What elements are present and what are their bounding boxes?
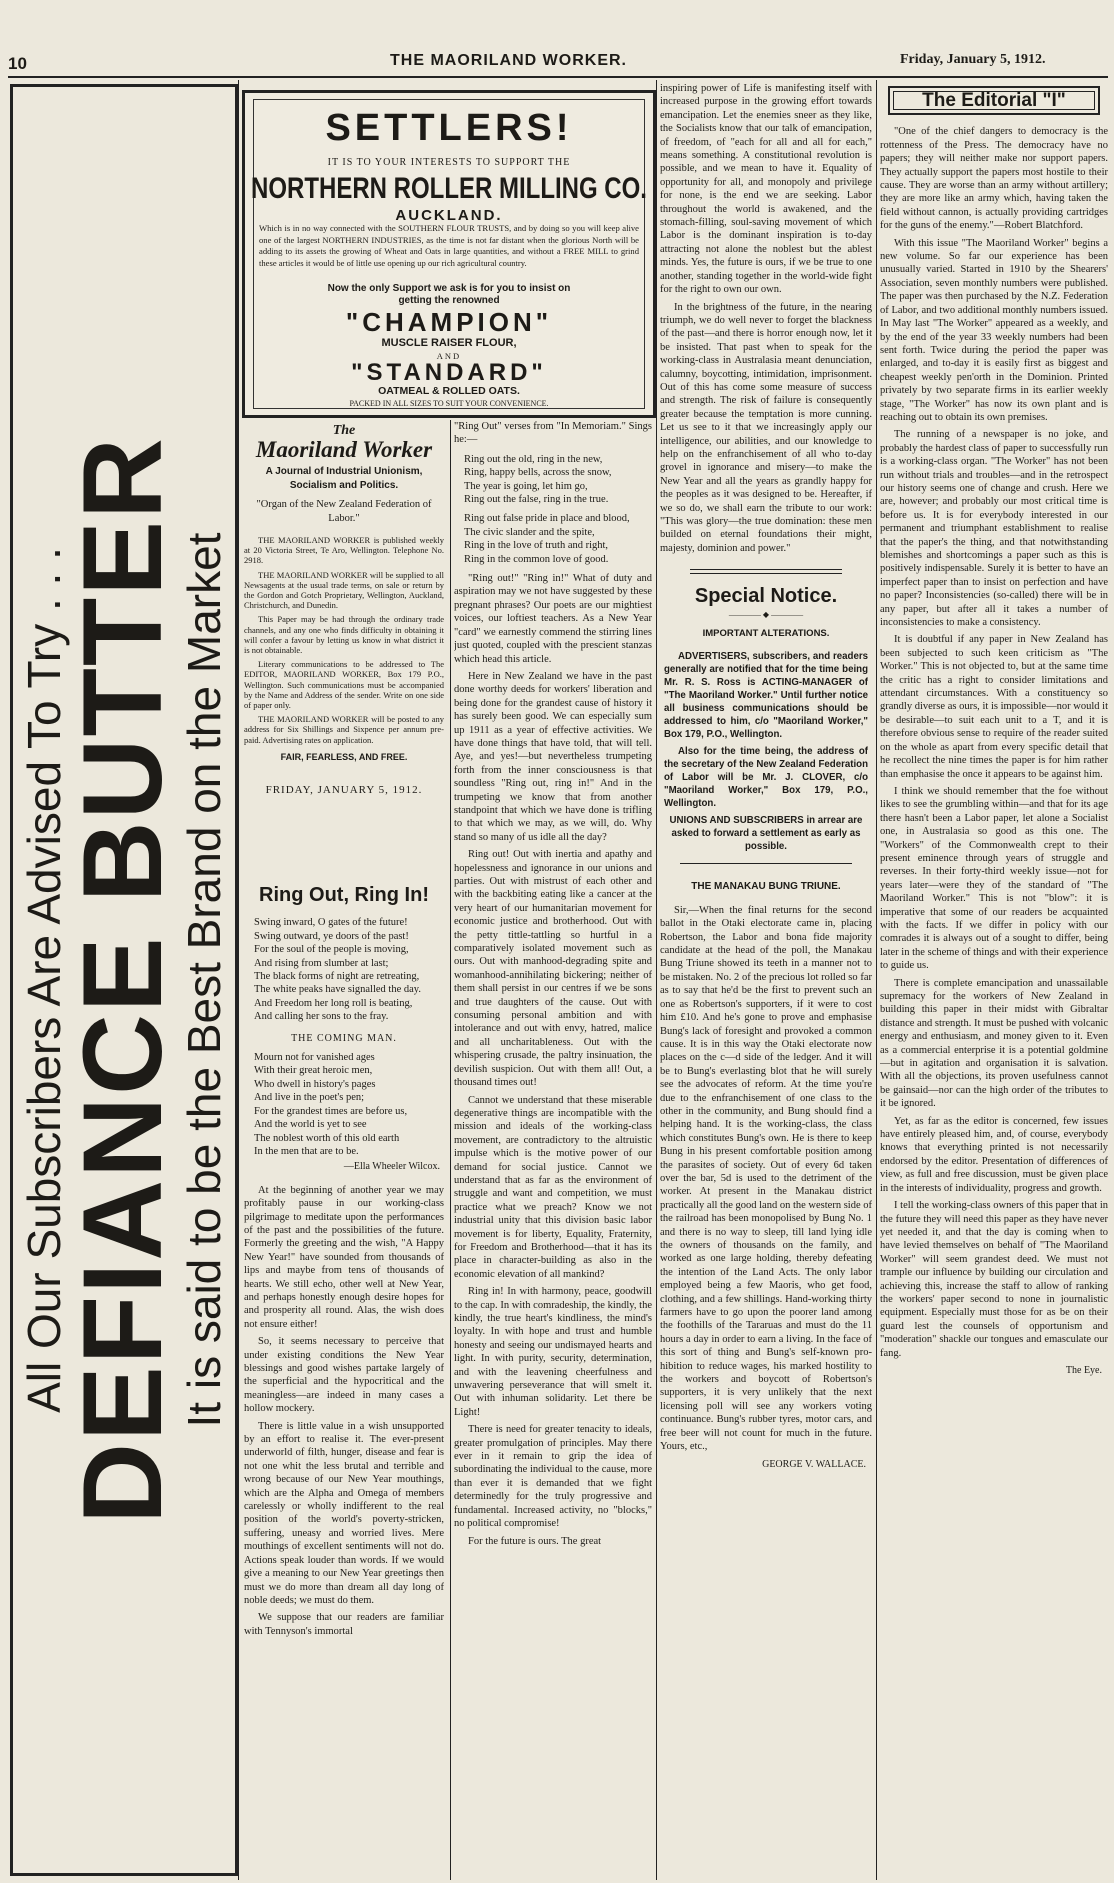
verse-line: In the men that are to be. [254, 1145, 359, 1157]
masthead-para-1: THE MAORILAND WORKER is published weekly at 20 Victoria Street, Te Aro, Wellington. Telephone No. 2918. [244, 535, 444, 566]
masthead-para-3: This Paper may be had through the ordinary trade channels, and any one who finds difficulty in obtaining it will confer a favour by letting us know in what district it is not obtainable. [244, 614, 444, 656]
manakau-signoff: GEORGE V. WALLACE. [762, 1458, 866, 1470]
column-rule-1 [238, 80, 239, 1880]
defiance-butter-ad [10, 84, 238, 1876]
editorial-para-5: I think we should remember that the foe without likes to see the grumbling within—and that for its age there hasn't been a Labor paper, let alone a Socialist one, in Australasia so good as this one. The "Workers" of the Commonwealth crept to their present eminence through years of struggle and reverses. In their forty-third weekly issue—not for years later—were they of the standard of "The Maoriland Worker." This is not "blow": it is imperative that some of our readers be acquainted with the facts. If we differ in policy with our comrades it is always out of a sought to differ, being later in the scheme of things and with their experience to guide us. [880, 785, 1108, 972]
ad-brand-defiance-butter: DEFIANCE BUTTER [60, 436, 185, 1524]
mid-para-7: For the future is ours. The great [468, 1535, 602, 1547]
mid-para-0: "Ring Out" verses from "In Memoriam." Sings he:— [454, 421, 652, 446]
settlers-standard: "STANDARD" [351, 359, 547, 386]
mid-verse-2 [454, 512, 652, 566]
settlers-champion: "CHAMPION" [345, 307, 553, 337]
page-number: 10 [8, 54, 27, 73]
settlers-oatmeal: OATMEAL & ROLLED OATS. [378, 385, 520, 397]
masthead-dateline: FRIDAY, JANUARY 5, 1912. [265, 784, 423, 797]
editorial-quote: "One of the chief dangers to democracy is the rottenness of the Press. The democracy have no papers; they will neither make nor support papers. They actually support the papers most hostile to their cause. They are worse than an army without artillery; they are more like an army which, having taken the field without cannon, is actually providing cartridges for the guns of the enemy."—Robert Blatchford. [880, 126, 1108, 232]
masthead-the: The [332, 423, 356, 438]
mid-para-4: Cannot we understand that these miserable degenerative things are incompatible with the mission and ideals of the working-class movement, are contradictory to the altruistic impulse which is the motive power of our demand for social justice. Cannot we understand that as far as the environment of struggle and want and competition, we must practice what we preach? Know we not industrial unity that this division basic labor movement is for liberty, Equality, Fraternity, for Freedom and Brotherhood—that it has its place in character-building as also in the economic elevation of all mankind? [454, 1094, 652, 1280]
mid-verse-1 [454, 453, 652, 507]
editorial-para-7: Yet, as far as the editor is concerned, few issues have entirely pleased him, and, of course, everybody knows that everything printed is not necessarily endorsed by the editor. Presentation of differences of view, as full and free discussion, must be given place in the interests of individuality, progress and growth. [880, 1115, 1108, 1194]
special-notice-title: Special Notice. [694, 585, 838, 608]
masthead-para-2: THE MAORILAND WORKER will be supplied to all Newsagents at the usual trade terms, on sale or return by the Gordon and Gotch Proprietary, Wellington, Auckland, Christchurch, and Dunedin. [244, 569, 444, 611]
masthead-subtitle-2: Socialism and Politics. [289, 479, 399, 491]
masthead-motto: FAIR, FEARLESS, AND FREE. [280, 751, 408, 762]
masthead-block [244, 420, 444, 880]
editorial-para-2: With this issue "The Maoriland Worker" begins a new volume. So far our experience has been unusually varied. Started in 1910 by the Shearers' Association, seven monthly numbers were published. The paper was then purchased by the N.Z. Federation of Labor, and two additional monthly numbers issued. In May last "The Worker" appeared as a weekly, and by the end of the year 33 weekly numbers had been sent forth. Twice during the period the paper was enlarged, and to-day it is easily first as biggest and cheapest weekly pen'orth in the Dominion. Printed privately by two separate firms in its earlier weekly stage, "The Worker" has now its own plant and is reaching out to obtain its own premises. [880, 237, 1108, 423]
verse-line: Swing outward, ye doors of the past! [254, 930, 409, 942]
editorial-para-4: It is doubtful if any paper in New Zealand has been subjected to such keen criticism as "The Worker." This is not objected to, but at the same time the critic has a right to consider limitations and attendant circumstances. With a constituency so grandly diverse as ours, it is impossible—nor would it be desirable—to suit each unit to a T, and it is therefore obvious sense to require of the reader suited on the whole as apart from every specific detail that he recollect the nine times the paper is for him rather than emphasise the once it appears to be against him. [880, 634, 1108, 780]
verse-line: Ring in the common love of good. [464, 553, 609, 565]
verse-line: The year is going, let him go, [464, 480, 588, 492]
editorial-signoff: The Eye. [1065, 1364, 1102, 1376]
settlers-muscle-raiser: MUSCLE RAISER FLOUR, [381, 337, 517, 349]
col3-para-2: In the brightness of the future, in the nearing triumph, we do well never to forget the blackness of the past—and there is horror enough now, let it be insisted. That past when to speak for the working-class in Australasia meant denunciation, calumny, boycotting, intimidation, imprisonment. Out of this has come some measure of success and strength. The risk of failure is consequently greater because the temptation is more cunning. Let us see to it that we increasingly apply our intelligence, our abilities, and our knowledge to help on the enfranchisement of all who to-day grovel in ignorance and misery—to make the New Year and all the years as grandly happy for the peoples as it was designed to be. Hereafter, if we so do, we shall earn the tribute to our work: "This was glory—the true domination: these men builded on eternal foundations their might, majesty, dominion and power." [660, 301, 872, 554]
verse-line: Mourn not for vanished ages [254, 1052, 375, 1064]
ring-out-para-2: So, it seems necessary to perceive that under existing conditions the New Year blessings and good wishes partake largely of the superficial and the hypocritical and the meaningless—are indeed in many cases a hollow mockery. [244, 1336, 444, 1415]
verse-line: For the soul of the people is moving, [254, 944, 409, 956]
masthead-para-4: Literary communications to be addressed to The EDITOR, MAORILAND WORKER, Box 179 P.O., Wellington. Such communications must be accompanied by the Name and Address of the sender. Write on one side of paper only. [244, 659, 444, 711]
ring-out-author: —Ella Wheeler Wilcox. [343, 1161, 440, 1173]
verse-line: Ring out the old, ring in the new, [464, 453, 603, 465]
ring-out-para-1: At the beginning of another year we may profitably pause in our working-class pilgrimage to meditate upon the performances of the past and the possibilities of the future. Formerly the greeting and the wish, "A Happy New Year!" have sounded from thousands of lips and maybe from tens of thousands of hearts. We still echo, other well at New Year, and perhaps honestly enough desire hopes for and prosperity all round. Alas, the wish does not ensure either! [244, 1184, 444, 1330]
header-rule [8, 76, 1108, 78]
editorial-para-6: There is complete emancipation and unassailable supremacy for the workers of New Zealand in building this paper in their midst with Gibraltar distance and strength. It must be pushed with volcanic energy and enthusiasm, and money given to it. Even as a commercial enterprise it is a potential goldmine—but in agitation and organisation it is salvation. With all the objections, its proven usefulness cannot be gainsaid—nor can the high order of the tributes to it be ignored. [880, 977, 1108, 1110]
verse-line: The black forms of night are retreating, [254, 971, 420, 983]
verse-line: With their great heroic men, [254, 1065, 373, 1077]
editorial-para-3: The running of a newspaper is no joke, and probably the hardest class of paper to successfully run is a working-class organ. "The Worker" has not been run without trials and troubles—and in the retrospect our history seems one of change and crush. Here we are, however; and probably our most critical time is before us. It is for everybody interested in our permanent and triumphant establishment to realise that the paper's the thing, and that notwithstanding blemishes and shortcomings a paper such as this is positively indispensable. Surely it is better to have an imperfect paper than to insist on perfection and have no paper? Inconsistencies (so-called) there will be in any paper, but after all it takes a number of inconsistencies to make a consistency. [880, 429, 1108, 629]
masthead-para-5: THE MAORILAND WORKER will be posted to any address for Six Shillings and Sixpence per annum pre-paid. Advertising rates on application. [244, 714, 444, 745]
ring-out-verse-2 [244, 1051, 444, 1158]
verse-line: The white peaks have signalled the day. [254, 984, 421, 996]
verse-line: Ring out the false, ring in the true. [464, 494, 609, 506]
settlers-city: AUCKLAND. [395, 207, 503, 224]
verse-line: For the grandest times are before us, [254, 1105, 408, 1117]
editorial-column [880, 82, 1108, 1877]
manakau-title: THE MANAKAU BUNG TRIUNE. [691, 881, 841, 893]
ad-line-best-brand: It is said to be the Best Brand on the Market [178, 532, 230, 1428]
verse-line: And rising from slumber at last; [254, 957, 389, 969]
diamond-ornament-icon: ———— ◆ ———— [728, 609, 804, 619]
mid-para-2: Here in New Zealand we have in the past done worthy deeds for workers' liberation and being done for the grandest cause of history it has surely been good. We can especially sum up 1911 as a year of effective activities. We have done things that have told, that will tell. Aye, and yes!—but nevertheless trumpeting forth from the inner consciousness is that soundless "Ring out, ring in!" And in the trumpeting we know that from another standpoint that which we have done is trifling to that which we may, as we will, do. Why stand so many of us idle all the day? [454, 670, 652, 843]
verse-line: Swing inward, O gates of the future! [254, 917, 408, 929]
editorial-para-8: I tell the working-class owners of this paper that in the future they will need this paper as they have never yet needed it, and that the day is coming when to have levied themselves on behalf of "The Maoriland Worker" will seem grandest deed. We must not trample our influence by building our circulation and achieving this, increase the staff to allow of ranking the workers' paper second to none in journalistic equipment. Especially must those for as be on their guard lest the counsels of opportunism and "moderation" shackle our tongues and emasculate our fang. [880, 1200, 1108, 1359]
verse-line: Who dwell in history's pages [254, 1078, 376, 1090]
masthead-subtitle-1: A Journal of Industrial Unionism, [265, 466, 423, 478]
special-notice-subtitle: IMPORTANT ALTERATIONS. [702, 628, 830, 640]
verse-line: And Freedom her long roll is beating, [254, 997, 413, 1009]
verse-line: And live in the poet's pen; [254, 1092, 365, 1104]
special-notice-para-3: UNIONS AND SUBSCRIBERS in arrear are asked to forward a settlement as early as possible. [669, 815, 863, 853]
ring-out-para-3: There is little value in a wish unsupported by an effort to realise it. The ever-present underworld of filth, hunger, disease and fear is not one whit the less brutal and terrible and wrong because of our New Year mouthings, which are the Alpha and Omega of members carelessly or wholly indifferent to the real position of the world's poverty-stricken, suffering, uneasy and worried lives. Mere mouthings of excellent sentiments will not do. Actions speak louder than words. If we would give a meaning to our New Year greetings then must we do more than dream all day long of noble deeds; we must do them. [244, 1420, 444, 1606]
editorial-title-box [888, 86, 1100, 115]
column-rule-3 [656, 80, 657, 1880]
mid-para-6: There is need for greater tenacity to ideals, greater promulgation of principles. May there ever in it remain to grip the idea of subordinating the individual to the cause, more than ever it is demanded that we fight determinedly for the truly progressive and fundamental. Increased activity, no "blocks," no political compromise! [454, 1424, 652, 1530]
settlers-and: AND [436, 351, 462, 361]
special-notice-para-2: Also for the time being, the address of the secretary of the New Zealand Federation of Labor will be Mr. J. CLOVER, c/o "Maoriland Worker," Box 179, P.O., Wellington. [664, 746, 868, 810]
masthead-organ: "Organ of the New Zealand Federation of Labor." [256, 499, 432, 524]
ring-out-title: Ring Out, Ring In! [259, 885, 429, 906]
column-four [660, 82, 872, 1877]
manakau-letter: Sir,—When the final returns for the second ballot in the Otaki electorate came in, placing Robertson, the Labor and bona fide majority candidate at the head of the poll, the Manakau Bung Triune showed its teeth in a manner not to be mistaken. No. 2 of the precious lot rolled so far as to say that he'd be the first to prevent such an one as Robertson's supporters, if it were to cost him £10. And he's gone to prove and emphasise Bung's lack of foresight and provoked a common cause. It is in this way the Otaki electorate now places on the c—d side of the ledger. And it will be to Bung's everlasting blot that he will surely see the advocates of reform. At the time you're due to the enfranchisement of one class to the other in the community, and Bung should find a helping hand. It is the working-class, the class which constitutes Bung's own. He is there to keep Bung in his present comfortable position among the parasites of society. Out of every 6d taken over the bar, 5d is used to the detriment of the worker. At present in the Manakau district practically all the good land on the western side of the railroad has been monopolised by Bung No. 1 and there is no way to sleep, till land lying idle the owners of thousands on the family, and worked as one large holding, thereby defeating the intention of the Land Acts. The only labor employed being a few Maoris, who get food, clothing, and a few shillings. Hand-working thirty farmers have to go upon the poorer land among the foothills of the Tararuas and must do the 11 hours a day in order to earn a living. In the face of this sort of thing and Bung's self-known pro-hibition to reduce wages, his marked hostility to the workers and boycott of Robertson's supporters, it is very unlikely that the next licensing poll will see any workers voting continuance. Bung's rubber tyres, motor cars, and free beer will not count for much in the future. Yours, etc., [660, 904, 872, 1453]
settlers-body: Which is in no way connected with the SOUTHERN FLOUR TRUSTS, and by doing so you will keep alive one of the largest NORTHERN INDUSTRIES, as the time is not far distant when the glorious North will be adding to its assets the growing of Wheat and Oats in large quantities, and without a FREE MILL to grind these articles it would be of little use opening up our rich agricultural country. [259, 223, 639, 268]
verse-line: Ring in the love of truth and right, [464, 540, 609, 552]
verse-line: Ring out false pride in place and blood, [464, 513, 630, 525]
settlers-company: NORTHERN ROLLER MILLING CO. [251, 171, 647, 206]
settlers-intro: IT IS TO YOUR INTERESTS TO SUPPORT THE [327, 157, 571, 168]
verse-line: The civic slander and the spite, [464, 526, 595, 538]
editorial-title: The Editorial "I" [922, 90, 1066, 111]
mid-para-5: Ring in! In with harmony, peace, goodwill to the cap. In with comradeship, the kindly, the kindly, the true heart's kindliness, the mind's loyalty. In with hope and trust and humble honesty and seeing our undismayed hearts and light. In with purity, security, determination, and with the leavening cheerfulness and unwavering perseverance that will smelt it. Out with inhuman solidarity. Let there be Light! [454, 1286, 652, 1418]
col3-para-1: inspiring power of Life is manifesting itself with increased purpose in the growing effort towards emancipation. Let the enemies sneer as they like, the Socialists know that our talk of emancipation, of freedom, of "each for all and all for each," means something. A constitutional revolution is possible, and we mean to have it. Equality of opportunity for all, and monopoly and privilege for none, is the end we are seeking. Labor throughout the world is awakened, and the stomach-filling, soul-saving movement of which Labor is the dominant inspiration is to-day attracting not alone the noblest but the ablest minds. Yes, the future is ours, if we be true to one another, standing together in the world-wide fight for the right to own our own. [660, 83, 872, 296]
mid-para-1: "Ring out!" "Ring in!" What of duty and aspiration may we not have suggested by these pregnant phrases? Our poets are our mightiest voices, our loftiest teachers. As a New Year "card" we earnestly commend the stirring lines just quoted, coupled with the prescient stanzas which head this article. [454, 573, 652, 665]
settlers-packed: PACKED IN ALL SIZES TO SUIT YOUR CONVENIENCE. [349, 399, 549, 408]
verse-line: And the world is yet to see [254, 1119, 367, 1131]
settlers-title: SETTLERS! [325, 107, 573, 149]
ad-line-subscribers: All Our Subscribers Are Advised To Try . . . [18, 547, 70, 1413]
settlers-ad [242, 90, 656, 418]
header-date: Friday, January 5, 1912. [900, 52, 1046, 67]
column-rule-2 [450, 420, 451, 1880]
ring-out-para-4: We suppose that our readers are familiar with Tennyson's immortal [244, 1612, 444, 1637]
settlers-support: Now the only Support we ask is for you to insist on getting the renowned [327, 283, 571, 306]
verse-line: And calling her sons to the fray. [254, 1011, 389, 1023]
masthead-title: Maoriland Worker [255, 437, 433, 463]
ring-out-verse-1 [244, 916, 444, 1023]
column-rule-4 [876, 80, 877, 1880]
ring-out-article [244, 885, 444, 1875]
ring-out-continued [454, 420, 652, 1875]
mid-para-3: Ring out! Out with inertia and apathy and hopelessness and ignorance in our unions and parties. Out with mistrust of each other and with the backbiting eating like a cancer at the very heart of our humanitarian movement for economic justice and brotherhood. Out with the petty tittle-tattling so hurtful in a comparatively isolated movement such as ours. Out with manhood-degrading spite and womanhood-annihilating bickering; neither of them shall persist in our centres if we be sons and true daughters of the cause. Out with consuming personal ambition and with intolerance and out with envy, hatred, malice and all uncharitableness. Out with the whispering crusade, the paltry insinuation, the devilish suspicion. Out with them all! Out, a thousand times out! [454, 849, 652, 1089]
verse-line: The noblest worth of this old earth [254, 1132, 400, 1144]
verse-line: Ring, happy bells, across the snow, [464, 467, 612, 479]
ring-out-verse-title: THE COMING MAN. [291, 1032, 397, 1044]
special-notice-para-1: ADVERTISERS, subscribers, and readers generally are notified that for the time being Mr. R. S. Ross is ACTING-MANAGER of "The Maoriland Worker." Until further notice all business communications should be addressed to him, c/o "Maoriland Worker," Box 179, P.O., Wellington. [664, 651, 868, 741]
masthead: THE MAORILAND WORKER. [390, 52, 627, 69]
